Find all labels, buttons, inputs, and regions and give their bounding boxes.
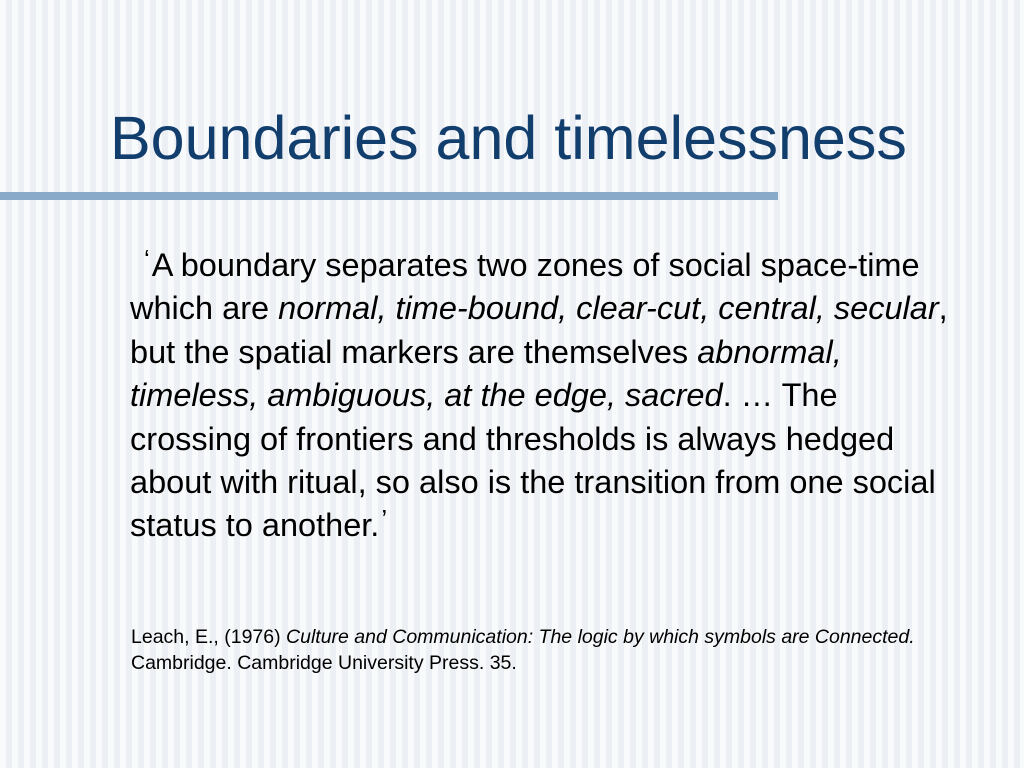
slide-title: Boundaries and timelessness [110, 104, 907, 172]
citation-publication-details: Cambridge. Cambridge University Press. 35. [131, 652, 517, 674]
closing-quote-mark: ’ [381, 504, 388, 535]
quote-text-part-3: . … The crossing of frontiers and thresholds is always hedged about with ritual, so also is the transition from one social status to another. [130, 377, 936, 544]
title-underline-rule [0, 192, 778, 200]
opening-quote-mark: ‘ [144, 244, 150, 274]
quote-italic-phrase-2: abnormal, timeless, ambiguous, at the edge, sacred [130, 333, 842, 414]
citation-reference [131, 624, 951, 676]
citation-work-title: Culture and Communication: The logic by which symbols are Connected. [286, 626, 915, 648]
citation-author-year: Leach, E., (1976) [131, 626, 287, 648]
quote-text-part-1: A boundary separates two zones of social space-time which are [130, 247, 920, 327]
quote-paragraph [130, 244, 950, 548]
quote-text-part-2: , but the spatial markers are themselves [130, 290, 948, 370]
quote-italic-phrase-1: normal, time-bound, clear-cut, central, secular [278, 290, 939, 327]
